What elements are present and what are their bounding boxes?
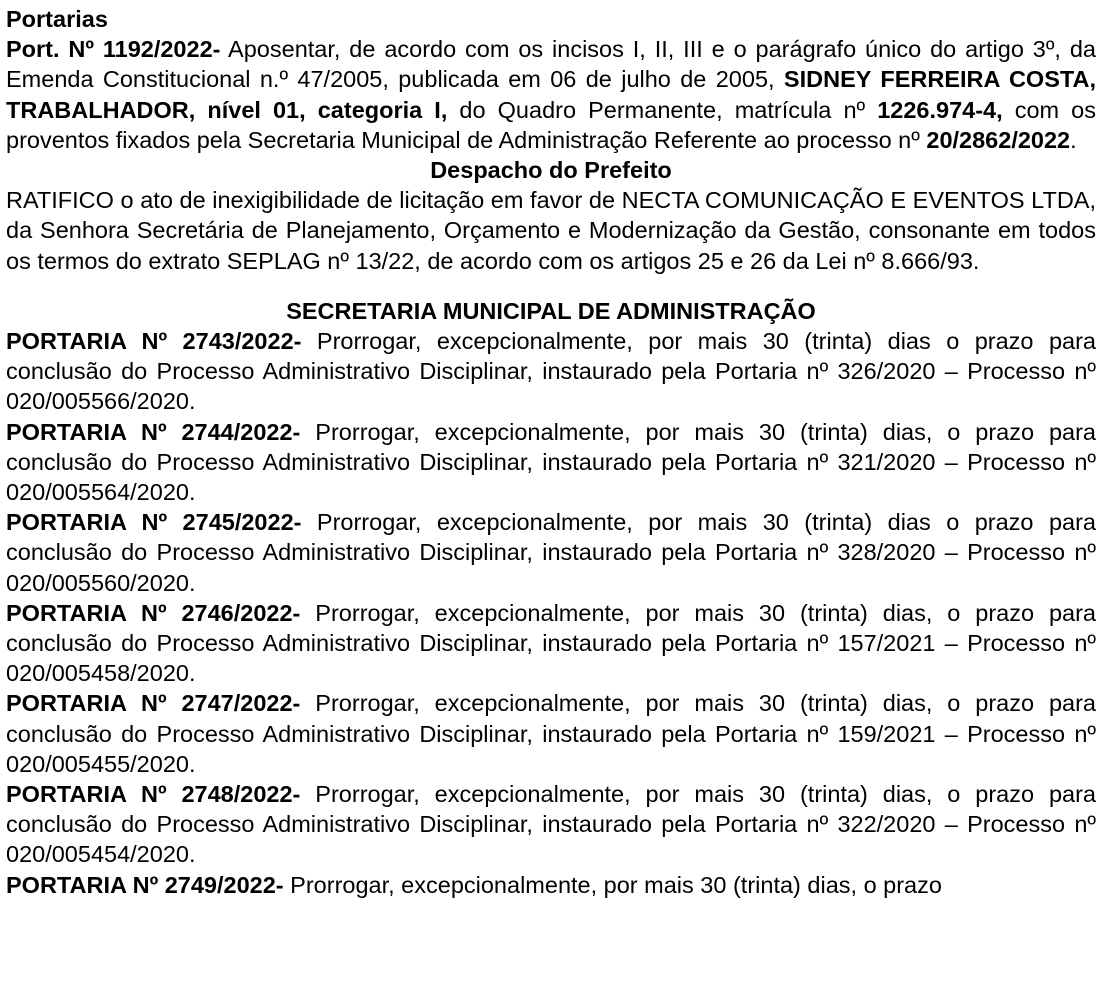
portaria-label: PORTARIA Nº 2747/2022- bbox=[6, 690, 301, 717]
matricula-number: 1226.974-4, bbox=[877, 96, 1003, 123]
portaria-text: Prorrogar, excepcionalmente, por mais 30 (trinta) dias, o prazo para conclusão do Processo Administrativo Disciplinar, instaurado pela Portaria nº 159/2021 – Processo nº 020/005455/2020. bbox=[6, 690, 1097, 777]
servant-name-role: SIDNEY FERREIRA COSTA, TRABALHADOR, nível 01, categoria I, bbox=[6, 66, 1096, 123]
portaria-1192-text-3: com os proventos fixados pela Secretaria Municipal de Administração Referente ao processo nº bbox=[6, 96, 1097, 153]
portaria-2744 bbox=[6, 417, 1096, 508]
secretaria-heading: SECRETARIA MUNICIPAL DE ADMINISTRAÇÃO bbox=[286, 297, 816, 324]
portaria-2748 bbox=[6, 779, 1096, 870]
despacho-heading: Despacho do Prefeito bbox=[430, 157, 672, 184]
portaria-text: Prorrogar, excepcionalmente, por mais 30 (trinta) dias, o prazo bbox=[283, 871, 942, 898]
portaria-text: Prorrogar, excepcionalmente, por mais 30 (trinta) dias, o prazo para conclusão do Processo Administrativo Disciplinar, instaurado pela Portaria nº 322/2020 – Processo nº 020/005454/2020. bbox=[6, 781, 1097, 868]
portaria-1192-text-1: Aposentar, de acordo com os incisos I, II, III e o parágrafo único do artigo 3º, da Emenda Constitucional n.º 47/2005, publicada em 06 de julho de 2005, bbox=[6, 36, 1096, 93]
portaria-label: PORTARIA Nº 2748/2022- bbox=[6, 781, 301, 808]
portaria-1192-text-4: . bbox=[1070, 126, 1077, 153]
portaria-2745 bbox=[6, 507, 1096, 598]
portaria-2746 bbox=[6, 598, 1096, 689]
portaria-text: Prorrogar, excepcionalmente, por mais 30 (trinta) dias, o prazo para conclusão do Processo Administrativo Disciplinar, instaurado pela Portaria nº 321/2020 – Processo nº 020/005564/2020. bbox=[6, 418, 1097, 506]
portaria-text: Prorrogar, excepcionalmente, por mais 30 (trinta) dias o prazo para conclusão do Processo Administrativo Disciplinar, instaurado pela Portaria nº 328/2020 – Processo nº 020/005560/2020. bbox=[6, 509, 1096, 596]
portaria-label: PORTARIA Nº 2743/2022- bbox=[6, 328, 302, 355]
despacho-text: RATIFICO o ato de inexigibilidade de licitação em favor de NECTA COMUNICAÇÃO E EVENTOS LTDA, da Senhora Secretária de Planejamento, Orçamento e Modernização da Gestão, consonante em todos os termos do extrato SEPLAG nº 13/22, de acordo com os artigos 25 e 26 da Lei nº 8.666/93. bbox=[6, 187, 1096, 274]
portaria-2747 bbox=[6, 688, 1096, 779]
portaria-1192-label: Port. Nº 1192/2022- bbox=[6, 36, 221, 63]
portaria-label: PORTARIA Nº 2746/2022- bbox=[6, 599, 301, 626]
portaria-1192-text-2: do Quadro Permanente, matrícula nº bbox=[447, 96, 878, 123]
portarias-heading: Portarias bbox=[6, 6, 108, 32]
portaria-text: Prorrogar, excepcionalmente, por mais 30 (trinta) dias, o prazo para conclusão do Processo Administrativo Disciplinar, instaurado pela Portaria nº 157/2021 – Processo nº 020/005458/2020. bbox=[6, 599, 1097, 687]
portaria-1192-paragraph bbox=[6, 34, 1096, 155]
portaria-label: PORTARIA Nº 2749/2022- bbox=[6, 871, 284, 898]
portaria-label: PORTARIA Nº 2745/2022- bbox=[6, 509, 302, 536]
portaria-label: PORTARIA Nº 2744/2022- bbox=[6, 418, 301, 445]
portaria-2749 bbox=[6, 870, 1096, 900]
processo-number: 20/2862/2022 bbox=[926, 126, 1071, 153]
portaria-text: Prorrogar, excepcionalmente, por mais 30 (trinta) dias o prazo para conclusão do Processo Administrativo Disciplinar, instaurado pela Portaria nº 326/2020 – Processo nº 020/005566/2020. bbox=[6, 328, 1096, 415]
portaria-2743 bbox=[6, 326, 1096, 417]
